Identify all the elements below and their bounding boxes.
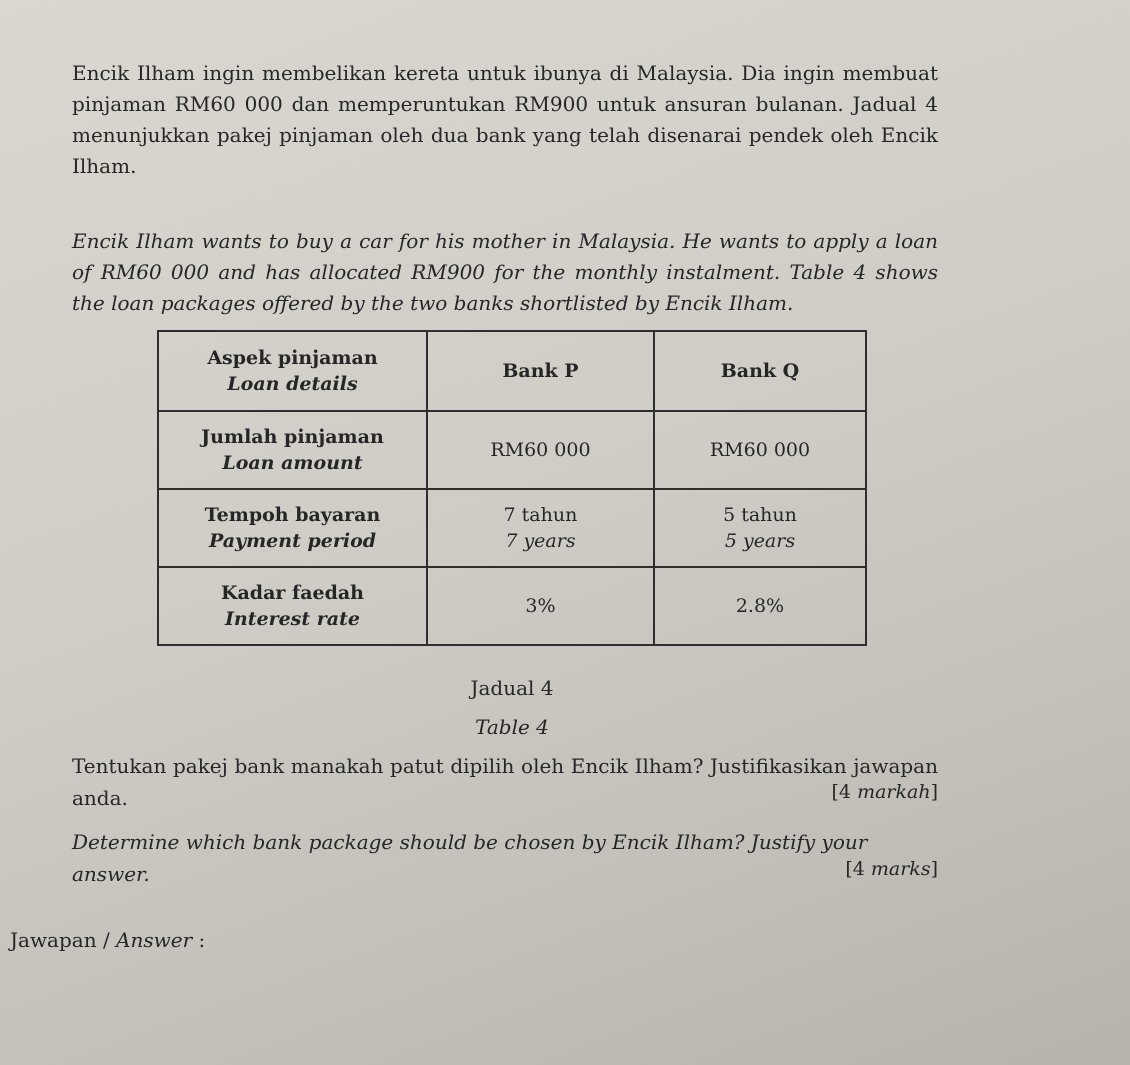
answer-colon: : (192, 928, 206, 952)
cell-value: RM60 000 (490, 439, 591, 461)
row-label-ms: Kadar faedah (220, 582, 364, 604)
header-bank-p: Bank P (427, 331, 654, 411)
marks-malay (832, 781, 938, 803)
answer-label-en: Answer (116, 928, 193, 952)
cell-value: 2.8% (735, 595, 785, 617)
question-malay: Tentukan pakej bank manakah patut dipilih oleh Encik Ilham? Justifikasikan jawapan anda. (72, 754, 938, 810)
table-row (158, 411, 866, 489)
header-loan-details (158, 331, 427, 411)
row-label-ms: Tempoh bayaran (204, 504, 381, 526)
marks-close: ] (930, 781, 938, 803)
cell-bank-q-rate (654, 567, 866, 645)
cell-value-ms: 5 tahun (723, 504, 797, 526)
cell-bank-q-period (654, 489, 866, 567)
question-english: Determine which bank package should be chosen by Encik Ilham? Justify your answer. (72, 830, 868, 886)
header-bank-q: Bank Q (654, 331, 866, 411)
answer-label (10, 928, 205, 952)
table-caption-en: Table 4 (475, 715, 549, 739)
marks-close: ] (930, 858, 938, 880)
row-label-payment-period (158, 489, 427, 567)
header-loan-details-ms: Aspek pinjaman (207, 347, 378, 369)
row-label-loan-amount (158, 411, 427, 489)
row-label-en: Loan amount (222, 452, 363, 474)
cell-value: RM60 000 (709, 439, 811, 461)
marks-open: [4 (831, 781, 858, 803)
marks-open: [4 (845, 858, 871, 880)
row-label-ms: Jumlah pinjaman (201, 426, 384, 448)
table-row (158, 567, 866, 645)
cell-bank-p-rate (427, 567, 654, 645)
intro-malay: Encik Ilham ingin membelikan kereta untuk ibunya di Malaysia. Dia ingin membuat pinjaman RM60 000 dan memperuntukan RM900 untuk ansuran bulanan. Jadual 4 menunjukkan pakej pinjaman oleh dua bank yang telah disenarai pendek oleh Encik Ilham. (72, 61, 938, 178)
table-row (158, 489, 866, 567)
loan-table (157, 330, 867, 646)
answer-label-ms: Jawapan / (10, 928, 117, 952)
marks-word: markah (857, 781, 931, 803)
row-label-interest-rate (158, 567, 427, 645)
row-label-en: Interest rate (225, 608, 360, 630)
cell-value-en: 7 years (505, 530, 576, 552)
cell-bank-p-amount (427, 411, 654, 489)
cell-value-ms: 7 tahun (503, 504, 578, 526)
cell-value-en: 5 years (724, 530, 796, 552)
marks-word: marks (870, 858, 931, 880)
cell-bank-q-amount (654, 411, 866, 489)
intro-english: Encik Ilham wants to buy a car for his mother in Malaysia. He wants to apply a loan of RM60 000 and has allocated RM900 for the monthly instalment. Table 4 shows the loan packages offered by the two banks shortlisted by Encik Ilham. (72, 229, 938, 315)
cell-value: 3% (525, 595, 556, 617)
row-label-en: Payment period (208, 530, 377, 552)
table-caption-ms: Jadual 4 (470, 676, 554, 700)
table-header-row (158, 331, 866, 411)
header-loan-details-en: Loan details (227, 373, 358, 395)
marks-english (845, 858, 938, 880)
cell-bank-p-period (427, 489, 654, 567)
